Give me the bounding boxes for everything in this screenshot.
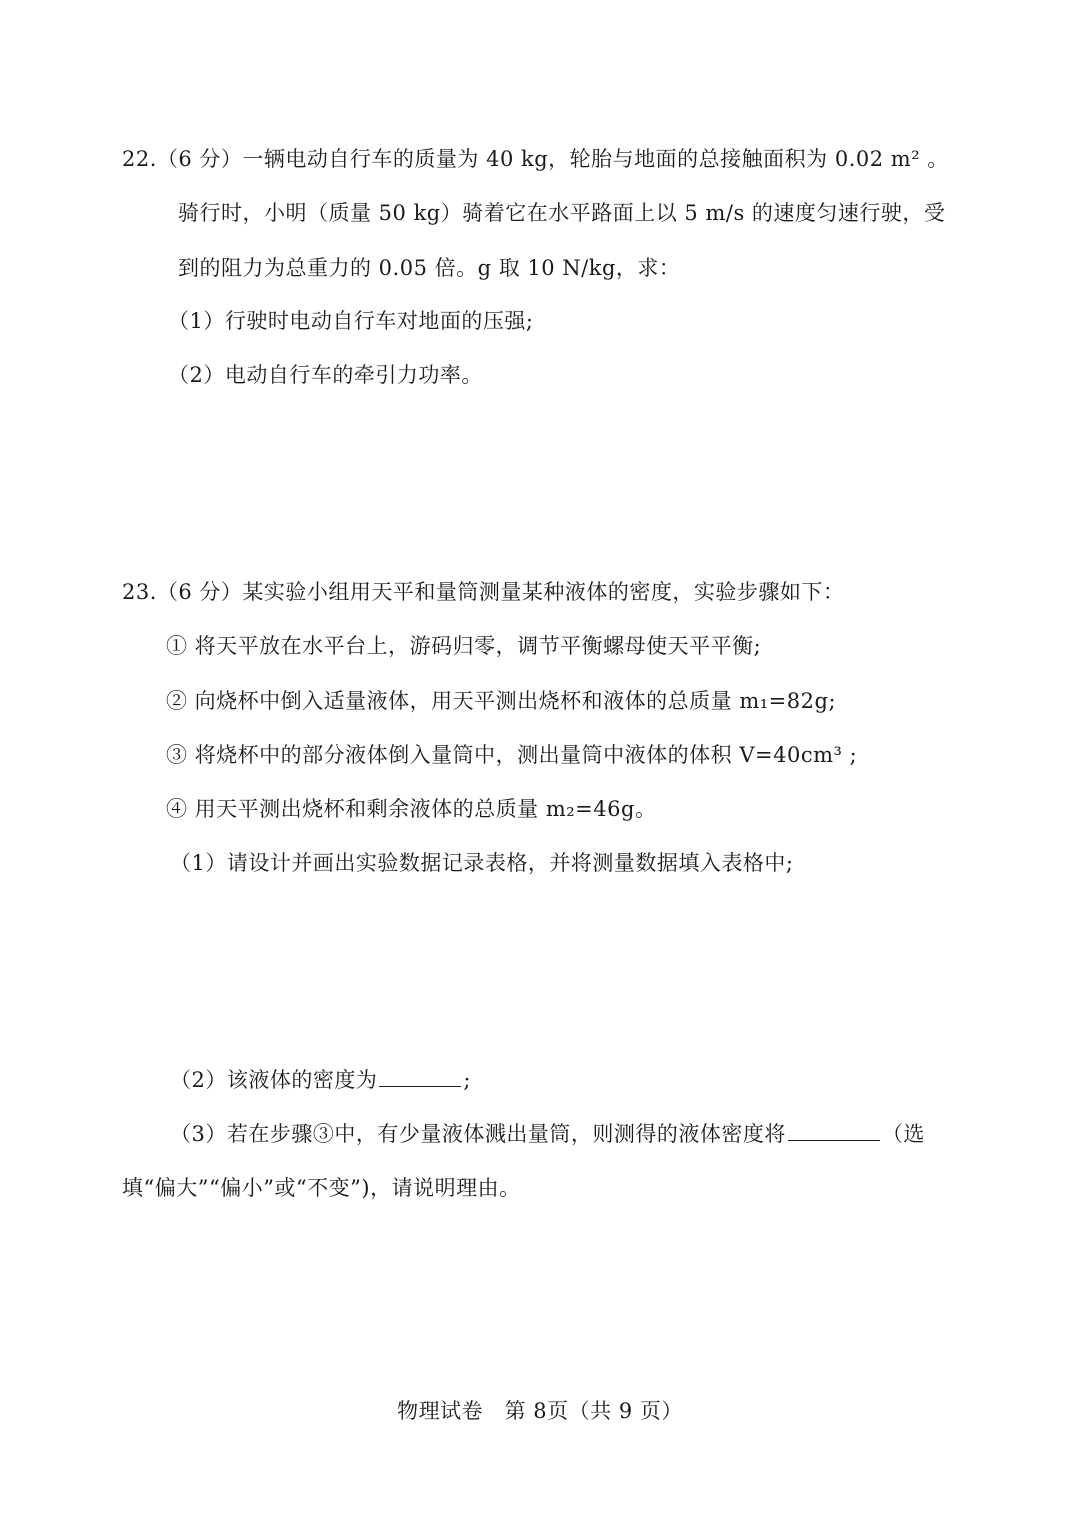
q23-sub-3 [170,1118,925,1149]
q22-line-3: 到的阻力为总重力的 0.05 倍。g 取 10 N/kg，求： [178,256,681,280]
q23-sub-3-text: （3）若在步骤③中，有少量液体溅出量筒，则测得的液体密度将 [170,1122,786,1146]
q23-sub-2-text: （2）该液体的密度为 [170,1068,378,1092]
q23-sub-3-line-2: 填“偏大”“偏小”或“不变”)，请说明理由。 [122,1176,521,1200]
q22-sub-2: （2）电动自行车的牵引力功率。 [168,363,483,387]
q22-line-1: 22.（6 分）一辆电动自行车的质量为 40 kg，轮胎与地面的总接触面积为 0.02 m² 。 [122,147,949,171]
q23-sub-2 [170,1064,471,1095]
density-answer-blank[interactable] [379,1064,461,1087]
q23-sub-1: （1）请设计并画出实验数据记录表格，并将测量数据填入表格中; [170,851,794,875]
q23-step-1: ① 将天平放在水平台上，游码归零，调节平衡螺母使天平平衡; [166,634,762,658]
density-change-blank[interactable] [788,1118,880,1141]
q23-sub-2-end: ; [463,1068,471,1092]
q23-step-3: ③ 将烧杯中的部分液体倒入量筒中，测出量筒中液体的体积 V=40cm³ ; [166,743,858,767]
q23-step-2: ② 向烧杯中倒入适量液体，用天平测出烧杯和液体的总质量 m₁=82g; [166,689,837,713]
q22-line-2: 骑行时，小明（质量 50 kg）骑着它在水平路面上以 5 m/s 的速度匀速行驶，受 [178,201,946,225]
q23-step-4: ④ 用天平测出烧杯和剩余液体的总质量 m₂=46g。 [166,797,657,821]
q23-sub-3-end: （选 [881,1122,925,1146]
q23-line-1: 23.（6 分）某实验小组用天平和量筒测量某种液体的密度，实验步骤如下： [122,580,845,604]
page-footer: 物理试卷 第 8页（共 9 页） [397,1399,683,1423]
q22-sub-1: （1）行驶时电动自行车对地面的压强; [168,309,534,333]
